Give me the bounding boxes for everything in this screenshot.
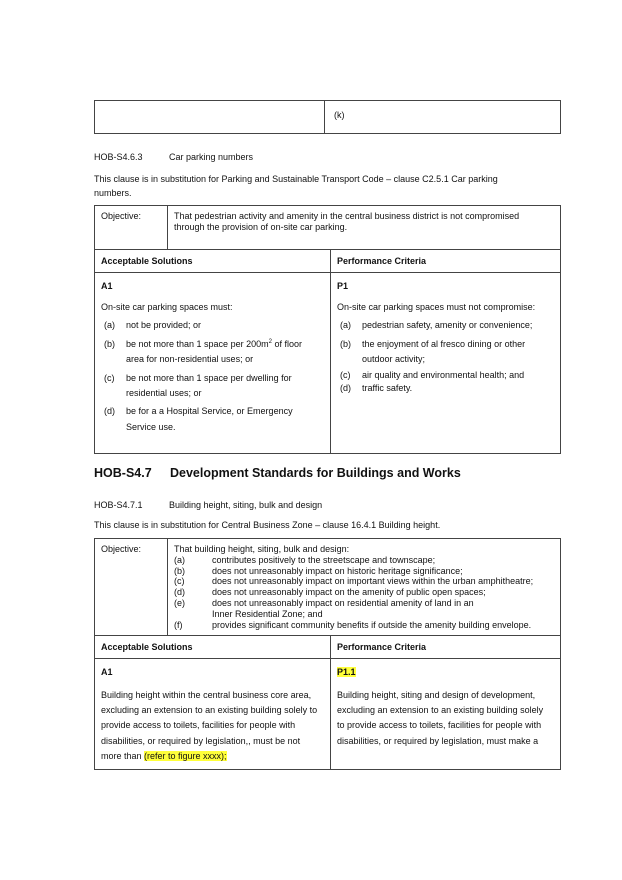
objective-item: (b) does not unreasonably impact on historic heritage significance; <box>174 565 463 576</box>
p1-intro: On-site car parking spaces must not compromise: <box>337 301 536 312</box>
objective-item: (f) provides significant community benefits if outside the amenity building envelope. <box>174 619 532 630</box>
p1-item: (c) air quality and environmental health; and <box>340 369 525 380</box>
p1-code: P1 <box>337 281 349 291</box>
p1-item: (b) the enjoyment of al fresco dining or other outdoor activity; <box>340 339 526 365</box>
acceptable-header-cell <box>95 250 331 273</box>
performance-header-cell <box>331 250 561 273</box>
performance-criteria-header-471: Performance Criteria <box>337 642 427 652</box>
objective-item: (e) does not unreasonably impact on residential amenity of land in an Inner Residential Zone; and <box>174 597 474 619</box>
top-table-right-text: (k) <box>334 110 345 120</box>
objective-text-cell-471 <box>168 539 561 636</box>
acceptable-solutions-header: Acceptable Solutions <box>101 256 193 266</box>
objective-label-cell-471 <box>95 539 168 636</box>
a1-item: (a) not be provided; or <box>104 320 202 331</box>
acceptable-solutions-cell <box>95 273 331 454</box>
objective-text: That pedestrian activity and amenity in the central business district is not compromised through the provision of on-site car parking. <box>174 211 520 233</box>
section-463-title: Car parking numbers <box>169 152 254 162</box>
section-471-title: Building height, siting, bulk and design <box>169 500 323 510</box>
acceptable-solutions-cell-471 <box>95 659 331 770</box>
p1-1-text: Building height, siting and design of development, excluding an extension to an existing building solely to provide access to toilets, facilities for people with disabilities, or required by legislation, must make a <box>337 689 544 746</box>
section-471-number: HOB-S4.7.1 <box>94 500 143 510</box>
a1-code: A1 <box>101 281 113 291</box>
section-47-number: HOB-S4.7 <box>94 466 152 480</box>
section-471-intro: This clause is in substitution for Central Business Zone – clause 16.4.1 Building height. <box>94 520 441 530</box>
section-463-heading <box>94 152 254 164</box>
p1-1-code: P1.1 <box>337 667 356 677</box>
objective-item: (a) contributes positively to the streetscape and townscape; <box>174 554 436 565</box>
p1-item: (a) pedestrian safety, amenity or convenience; <box>340 320 533 331</box>
performance-criteria-cell <box>331 273 561 454</box>
a1-text-471: Building height within the central business core area, excluding an extension to an existing building solely to provide access to toilets, facilities for people with disabilities, or required by legislation,, must be not more than (refer to figure xxxx); <box>101 689 318 761</box>
a1-intro: On-site car parking spaces must: <box>101 301 233 312</box>
top-table-right-cell <box>325 101 561 134</box>
a1-item: (b) be not more than 1 space per $200m^2$ of floor area for non-residential uses; or <box>104 339 302 365</box>
section-47-title: Development Standards for Buildings and Works <box>170 466 461 480</box>
section-463-number: HOB-S4.6.3 <box>94 152 143 162</box>
objective-item: (c) does not unreasonably impact on important views within the urban amphitheatre; <box>174 576 534 587</box>
top-table-left-cell <box>95 101 325 134</box>
acceptable-solutions-header-471: Acceptable Solutions <box>101 642 193 652</box>
a1-code-471: A1 <box>101 667 113 677</box>
performance-criteria-cell-471 <box>331 659 561 770</box>
a1-item: (d) be for a a Hospital Service, or Emergency Service use. <box>104 406 293 432</box>
objective-label: Objective: <box>101 211 142 221</box>
car-parking-table <box>94 205 561 454</box>
top-table <box>94 100 561 134</box>
objective-label-471: Objective: <box>101 544 142 554</box>
performance-header-cell-471 <box>331 636 561 659</box>
objective-label-cell <box>95 206 168 250</box>
section-463-intro: This clause is in substitution for Parking and Sustainable Transport Code – clause C2.5.1 Car parking numbers. <box>94 174 498 198</box>
p1-item: (d) traffic safety. <box>340 383 413 394</box>
objective-intro-471: That building height, siting, bulk and design: <box>174 544 350 554</box>
a1-item: (c) be not more than 1 space per dwelling for residential uses; or <box>104 372 292 398</box>
objective-item: (d) does not unreasonably impact on the amenity of public open spaces; <box>174 587 486 598</box>
building-height-table <box>94 538 561 770</box>
section-471-heading <box>94 500 323 512</box>
objective-text-cell <box>168 206 561 250</box>
figure-reference-highlight: (refer to figure xxxx); <box>144 750 227 761</box>
performance-criteria-header: Performance Criteria <box>337 256 427 266</box>
acceptable-header-cell-471 <box>95 636 331 659</box>
section-47-heading <box>94 465 461 481</box>
